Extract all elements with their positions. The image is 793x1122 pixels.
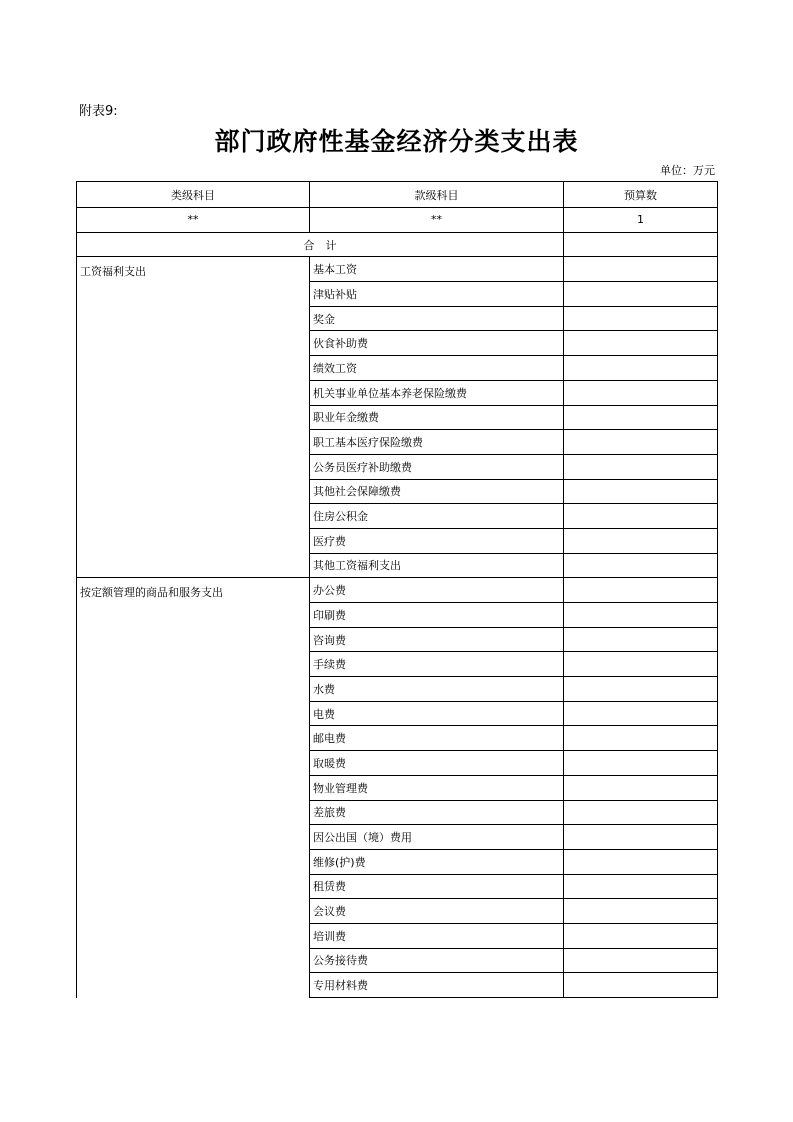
budget-cell: [564, 677, 718, 702]
subcategory-cell: 其他工资福利支出: [310, 553, 564, 578]
budget-cell: [564, 726, 718, 751]
budget-cell: [564, 603, 718, 628]
header-row: [77, 182, 718, 208]
subcategory-cell: 专用材料费: [310, 973, 564, 998]
total-amount: [564, 232, 718, 257]
budget-cell: [564, 356, 718, 381]
budget-cell: [564, 454, 718, 479]
budget-cell: [564, 528, 718, 553]
budget-cell: [564, 257, 718, 282]
subcategory-cell: 职业年金缴费: [310, 405, 564, 430]
subcategory-cell: 机关事业单位基本养老保险缴费: [310, 380, 564, 405]
unit-label: 单位：万元: [660, 164, 715, 177]
subcategory-cell: 办公费: [310, 578, 564, 603]
budget-cell: [564, 899, 718, 924]
subcategory-cell: 公务接待费: [310, 948, 564, 973]
budget-cell: [564, 479, 718, 504]
budget-cell: [564, 331, 718, 356]
budget-cell: [564, 380, 718, 405]
budget-cell: [564, 825, 718, 850]
table-row: [77, 578, 718, 603]
subcategory-cell: 维修(护)费: [310, 849, 564, 874]
budget-cell: [564, 849, 718, 874]
subcategory-cell: 伙食补助费: [310, 331, 564, 356]
budget-cell: [564, 874, 718, 899]
subcategory-cell: 津贴补贴: [310, 282, 564, 307]
subcategory-cell: 取暖费: [310, 751, 564, 776]
subcategory-cell: 电费: [310, 701, 564, 726]
header-category: 类级科目: [77, 182, 310, 208]
budget-cell: [564, 578, 718, 603]
total-row: [77, 232, 718, 257]
subcategory-cell: 奖金: [310, 306, 564, 331]
subcategory-cell: 会议费: [310, 899, 564, 924]
subcategory-cell: 绩效工资: [310, 356, 564, 381]
attachment-label: 附表9:: [79, 104, 118, 119]
total-label: 合 计: [77, 232, 564, 257]
budget-cell: [564, 923, 718, 948]
page-title: 部门政府性基金经济分类支出表: [214, 127, 579, 156]
index-row: [77, 208, 718, 233]
subcategory-cell: 水费: [310, 677, 564, 702]
category-cell: 工资福利支出: [77, 257, 310, 578]
subcategory-cell: 邮电费: [310, 726, 564, 751]
subcategory-cell: 公务员医疗补助缴费: [310, 454, 564, 479]
budget-cell: [564, 504, 718, 529]
expenditure-table: [76, 181, 718, 998]
subcategory-cell: 其他社会保障缴费: [310, 479, 564, 504]
category-cell: 按定额管理的商品和服务支出: [77, 578, 310, 998]
subcategory-cell: 住房公积金: [310, 504, 564, 529]
subcategory-cell: 差旅费: [310, 800, 564, 825]
index-budget: 1: [564, 208, 718, 233]
budget-cell: [564, 800, 718, 825]
header-subcategory: 款级科目: [310, 182, 564, 208]
subcategory-cell: 手续费: [310, 652, 564, 677]
subcategory-cell: 咨询费: [310, 627, 564, 652]
budget-cell: [564, 775, 718, 800]
subcategory-cell: 租赁费: [310, 874, 564, 899]
subcategory-cell: 职工基本医疗保险缴费: [310, 430, 564, 455]
header-budget: 预算数: [564, 182, 718, 208]
subcategory-cell: 培训费: [310, 923, 564, 948]
budget-cell: [564, 430, 718, 455]
budget-cell: [564, 282, 718, 307]
table-row: [77, 257, 718, 282]
budget-cell: [564, 751, 718, 776]
index-category: **: [77, 208, 310, 233]
subcategory-cell: 物业管理费: [310, 775, 564, 800]
subcategory-cell: 基本工资: [310, 257, 564, 282]
subcategory-cell: 医疗费: [310, 528, 564, 553]
budget-cell: [564, 627, 718, 652]
budget-cell: [564, 652, 718, 677]
index-subcategory: **: [310, 208, 564, 233]
budget-cell: [564, 701, 718, 726]
subcategory-cell: 印刷费: [310, 603, 564, 628]
subcategory-cell: 因公出国（境）费用: [310, 825, 564, 850]
budget-cell: [564, 553, 718, 578]
budget-cell: [564, 973, 718, 998]
budget-cell: [564, 306, 718, 331]
budget-cell: [564, 948, 718, 973]
budget-cell: [564, 405, 718, 430]
